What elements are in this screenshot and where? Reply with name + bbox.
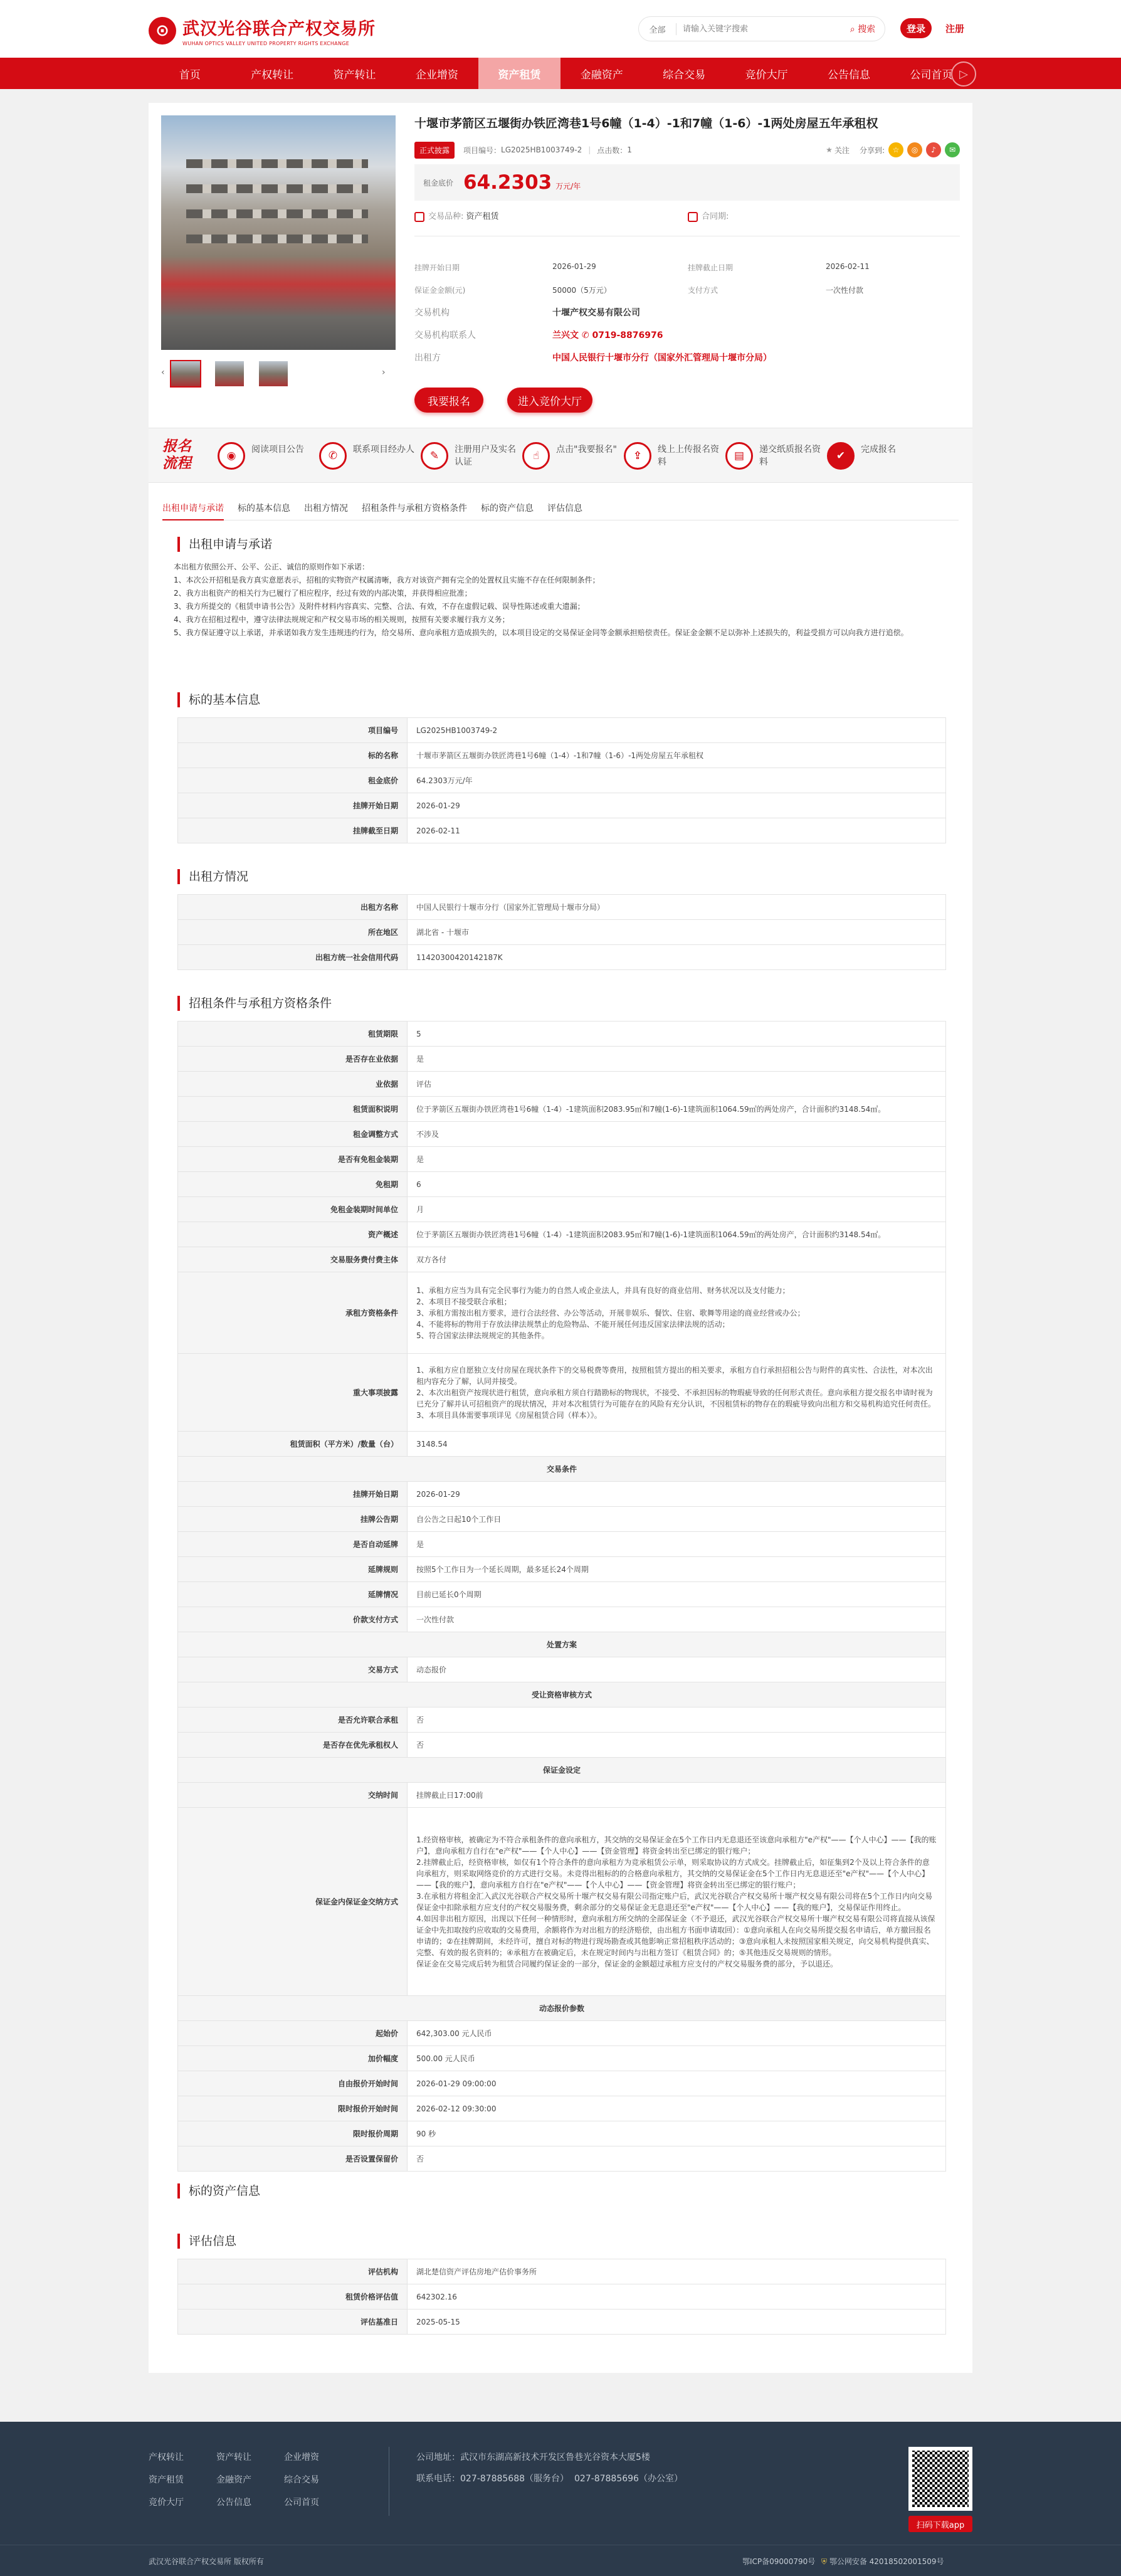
- row-value: 按照5个工作日为一个延长周期，最多延长24个周期: [408, 1557, 946, 1582]
- address-value: 武汉市东湖高新技术开发区鲁巷光谷资本大厦5楼: [460, 2452, 650, 2463]
- row-value: 湖北省 - 十堰市: [408, 920, 946, 945]
- row-key: 是否允许联合承租: [178, 1708, 408, 1733]
- listing-start-value: 2026-01-29: [552, 262, 596, 271]
- project-code-label: 项目编号：: [463, 145, 502, 155]
- table-row: [178, 1808, 946, 1996]
- login-button[interactable]: 登录: [900, 18, 932, 38]
- lessor-value: 中国人民银行十堰市分行（国家外汇管理局十堰市分局）: [552, 353, 772, 363]
- row-key: 租赁期限: [178, 1021, 408, 1047]
- row-key: 出租方统一社会信用代码: [178, 945, 408, 970]
- row-value-line: 2.挂牌截止后，经资格审核，如仅有1个符合条件的意向承租方为竞承租赁公示单，则采取协议的方式成交。挂牌截止后，如征集到2个及以上符合条件的意向承租方，则采取网络竞价的方式进行交易。未竞得出租标的的合格意向承租方，其交纳的交易保证金在5个工作日内无息退还至"e产权"——【个人中心】——【我的账户】，意向承租方自行在"e产权"——【个人中心】——【资金管理】将资金转出至已绑定的银行账户；: [416, 1857, 930, 1889]
- row-key: 评估基准日: [178, 2309, 408, 2335]
- row-key: 标的名称: [178, 743, 408, 768]
- listing-end-value: 2026-02-11: [826, 262, 870, 271]
- row-key: 是否存在优先承租权人: [178, 1733, 408, 1758]
- flow-step: [522, 441, 616, 471]
- row-value-line: 2、本项目不接受联合承租；: [416, 1297, 512, 1306]
- table-subheader: [178, 1632, 946, 1657]
- table-subheader: [178, 1457, 946, 1482]
- price-label: 租金底价: [423, 178, 454, 187]
- notice-line: 3、我方所提交的《租赁申请书公告》及附件材料内容真实、完整、合法、有效，不存在虚假记载、误导性陈述或重大遗漏；: [174, 602, 585, 611]
- flow-step: [218, 441, 312, 471]
- table-row: [178, 2146, 946, 2172]
- row-key: 免租金装期时间单位: [178, 1197, 408, 1222]
- notice-line: 1、本次公开招租是我方真实意愿表示，招租的实物资产权属清晰，我方对该资产拥有完全的处置权且实施不存在任何限制条件；: [174, 576, 600, 584]
- row-key: 限时报价开始时间: [178, 2096, 408, 2121]
- table-row: [178, 945, 946, 970]
- auction-hall-button[interactable]: 进入竞价大厅: [507, 388, 592, 413]
- subheader-label: 受让资格审核方式: [178, 1682, 946, 1708]
- row-value-line: 4、不能将标的物用于存放法律法规禁止的危险物品、不能开展任何违反国家法律法规的活动；: [416, 1319, 730, 1329]
- row-value-line: 4.如因非出租方原因，出现以下任何一种情形时，意向承租方所交纳的全部保证金（不予退还，武汉光谷联合产权交易所十堰产权交易有限公司将直接从该保证金中先扣取按约应收取的交易费用，余额将作为对出租方的经济赔偿，由出租方书面申请取回）：①意向承租人在向交易所提交报名申请后，单方撤回报名申请的；②在挂牌期间，未经许可，擅自对标的物进行现场勘查或其他影响正常招租秩序活动的；③意向承租人未按照国家相关规定，向交易机构提供真实、完整、有效的报名资料的；④承租方在被确定后，未在规定时间内与出租方签订《租赁合同》的；⑤其他违反交易规则的情形。: [416, 1914, 935, 1957]
- basic-info-table: [177, 717, 946, 843]
- subheader-label: 处置方案: [178, 1632, 946, 1657]
- footer-link[interactable]: 公司首页: [284, 2498, 319, 2508]
- footer-link[interactable]: 综合交易: [284, 2475, 319, 2485]
- flow-step-label: 注册用户及实名认证: [455, 445, 516, 467]
- contact-value: 兰兴文 ✆ 0719-8876976: [552, 330, 663, 340]
- row-key: 价款支付方式: [178, 1607, 408, 1632]
- signup-flow: [149, 428, 972, 483]
- row-value: 月: [408, 1197, 946, 1222]
- row-value: 是: [408, 1532, 946, 1557]
- price-box: [414, 164, 960, 201]
- row-value: 中国人民银行十堰市分行（国家外汇管理局十堰市分局）: [408, 895, 946, 920]
- table-row: [178, 818, 946, 843]
- row-value: 否: [408, 1708, 946, 1733]
- table-row: [178, 718, 946, 743]
- project-detail: [149, 103, 972, 2373]
- row-value: 位于茅箭区五堰街办铁匠湾巷1号6幢（1-4）-1建筑面积2083.95㎡和7幢(1-6)-1建筑面积1064.59㎡的两处房产，合计面积约3148.54㎡。: [408, 1222, 946, 1247]
- price-value: 64.2303: [463, 171, 552, 194]
- nav-item[interactable]: 金融资产: [580, 68, 623, 82]
- table-subheader: [178, 1682, 946, 1708]
- row-key: 承租方资格条件: [178, 1272, 408, 1354]
- photo-thumbnails: [161, 361, 396, 386]
- price-unit: 万元/年: [555, 181, 581, 191]
- nav-item[interactable]: 公司首页: [910, 68, 953, 82]
- row-value: [408, 1272, 946, 1354]
- register-button[interactable]: 注册: [945, 23, 964, 34]
- row-value: 一次性付款: [408, 1607, 946, 1632]
- section-title: 招租条件与承租方资格条件: [177, 996, 332, 1011]
- row-key: 是否有免租金装期: [178, 1147, 408, 1172]
- table-row: [178, 1783, 946, 1808]
- contract-label: 合同期:: [702, 212, 729, 221]
- flow-step: [725, 441, 819, 471]
- table-row: [178, 1582, 946, 1607]
- table-row: [178, 895, 946, 920]
- footer-link[interactable]: 企业增资: [284, 2452, 319, 2463]
- flow-step: [827, 441, 921, 471]
- detail-tabs: [162, 498, 959, 520]
- flow-step-icon: ✎: [421, 442, 448, 470]
- play-badge-icon[interactable]: ▷: [951, 61, 976, 87]
- footer-link[interactable]: 资产转让: [216, 2452, 251, 2463]
- row-key: 租金调整方式: [178, 1122, 408, 1147]
- signup-button[interactable]: 我要报名: [414, 388, 483, 413]
- flow-step-icon: ⇪: [624, 442, 651, 470]
- row-key: 所在地区: [178, 920, 408, 945]
- flow-step: [421, 441, 515, 471]
- notice-line: 4、我方在招租过程中，遵守法律法规规定和产权交易市场的相关规则，按照有关要求履行我方义务；: [174, 615, 510, 624]
- logo-name: 武汉光谷联合产权交易所: [182, 19, 376, 39]
- flow-step-label: 完成报名: [861, 445, 896, 455]
- search-icon: ⌕: [850, 24, 858, 34]
- table-row: [178, 1147, 946, 1172]
- section-title: 出租申请与承诺: [177, 537, 272, 552]
- app-qr-code: [908, 2447, 972, 2511]
- row-key: 免租期: [178, 1172, 408, 1197]
- subheader-label: 保证金设定: [178, 1758, 946, 1783]
- status-badge: 正式披露: [414, 142, 455, 159]
- thumbnail[interactable]: [171, 361, 200, 386]
- project-meta: 正式披露 项目编号： LG2025HB1003749-2 | 点击数： 1 ★ 关注 分享到: ☆ ◎ ♪ ✉: [414, 140, 960, 159]
- table-row: [178, 1432, 946, 1457]
- thumbnail[interactable]: [259, 361, 288, 386]
- row-value: 十堰市茅箭区五堰街办铁匠湾巷1号6幢（1-4）-1和7幢（1-6）-1两处房屋五年承租权: [408, 743, 946, 768]
- section-title: 评估信息: [177, 2234, 236, 2249]
- category-label: 交易品种:: [428, 212, 464, 221]
- row-key: 资产概述: [178, 1222, 408, 1247]
- flow-step-label: 点击"我要报名": [556, 445, 617, 455]
- conditions-table: [177, 1021, 946, 2172]
- row-key: 延牌情况: [178, 1582, 408, 1607]
- row-value: 5: [408, 1021, 946, 1047]
- row-value-line: 1、承租方应自愿独立支付房屋在现状条件下的交易税费等费用，按照租赁方提出的相关要求，承租方自行承担招租公告与附件的真实性、合法性，对本次出租内容充分了解，认同并接受。: [416, 1365, 933, 1386]
- lessor-label: 出租方: [414, 353, 441, 363]
- row-value-line: 3.在承租方将租金汇入武汉光谷联合产权交易所十堰产权交易有限公司指定账户后，武汉光谷联合产权交易所十堰产权交易有限公司将在5个工作日内向交易保证金中扣除承租方应支付的产权交易服务费，剩余部分的交易保证金无息退还至"e产权"——【个人中心】——【我的账户】，交易保证作用终止。: [416, 1891, 933, 1912]
- lessor-commitment: [174, 561, 951, 640]
- notice-line: 2、我方出租资产的相关行为已履行了相应程序，经过有效的内部决策，并获得相应批准；: [174, 589, 472, 598]
- table-row: [178, 2259, 946, 2284]
- row-value: 湖北楚信资产评估房地产估价事务所: [408, 2259, 946, 2284]
- table-row: [178, 1607, 946, 1632]
- row-value: 2026-01-29: [408, 1482, 946, 1507]
- footer-link[interactable]: 产权转让: [149, 2452, 184, 2463]
- row-key: 租赁价格评估值: [178, 2284, 408, 2309]
- row-key: 项目编号: [178, 718, 408, 743]
- table-row: [178, 1272, 946, 1354]
- row-value-line: 1.经资格审核，被确定为不符合承租条件的意向承租方，其交纳的交易保证金在5个工作日内无息退还至该意向承租方"e产权"——【个人中心】——【我的账户】，意向承租方自行在"e产权"——【个人中心】——【资金管理】将资金转出至已绑定的银行账户；: [416, 1835, 937, 1855]
- row-value: 2026-01-29: [408, 793, 946, 818]
- row-key: 自由报价开始时间: [178, 2071, 408, 2096]
- table-row: [178, 793, 946, 818]
- subheader-label: 动态报价参数: [178, 1996, 946, 2021]
- nav-item[interactable]: 企业增资: [415, 68, 458, 82]
- download-app-button[interactable]: 扫码下载app: [908, 2516, 972, 2532]
- row-value-line: 3、本项目具体需要事项详见《房屋租赁合同（样本）》。: [416, 1410, 602, 1420]
- site-footer: [0, 2422, 1121, 2576]
- row-value-line: 3、承租方需按出租方要求，进行合法经营、办公等活动，开展非娱乐、餐饮、住宿、歌舞等用途的商业经营或办公；: [416, 1308, 805, 1317]
- row-value: 2025-05-15: [408, 2309, 946, 2335]
- views-count: 1: [627, 145, 632, 154]
- weibo-share-icon[interactable]: ◎: [907, 142, 922, 157]
- footer-link[interactable]: 竞价大厅: [149, 2498, 184, 2508]
- table-row: [178, 743, 946, 768]
- row-key: 业依据: [178, 1072, 408, 1097]
- thumbnail[interactable]: [215, 361, 244, 386]
- table-row: [178, 1047, 946, 1072]
- flow-step-label: 递交纸质报名资料: [759, 445, 821, 467]
- icp-record[interactable]: 鄂ICP备09000790号: [742, 2557, 816, 2566]
- row-value: [408, 1808, 946, 1996]
- row-value-line: 5、符合国家法律法规规定的其他条件。: [416, 1331, 549, 1340]
- flow-step-icon: ▤: [725, 442, 753, 470]
- row-value: 位于茅箭区五堰街办铁匠湾巷1号6幢（1-4）-1建筑面积2083.95㎡和7幢(1-6)-1建筑面积1064.59㎡的两处房产，合计面积约3148.54㎡。: [408, 1097, 946, 1122]
- row-key: 挂牌开始日期: [178, 793, 408, 818]
- copyright: 武汉光谷联合产权交易所 版权所有: [149, 2557, 264, 2566]
- row-key: 是否设置保留价: [178, 2146, 408, 2172]
- table-row: [178, 2021, 946, 2046]
- flow-step-label: 阅读项目公告: [251, 445, 304, 455]
- police-badge-icon: ⛨: [821, 2557, 829, 2566]
- table-row: [178, 1097, 946, 1122]
- org-label: 交易机构: [414, 308, 450, 318]
- row-key: 交易服务费付费主体: [178, 1247, 408, 1272]
- flow-title: 报名流程: [162, 438, 191, 472]
- row-key: 挂牌开始日期: [178, 1482, 408, 1507]
- row-value: 6: [408, 1172, 946, 1197]
- table-row: [178, 1557, 946, 1582]
- phone-office: 027-87885696（办公室）: [574, 2474, 683, 2484]
- table-row: [178, 2046, 946, 2071]
- favorite-icon[interactable]: ★: [826, 145, 833, 154]
- row-key: 保证金内保证金交纳方式: [178, 1808, 408, 1996]
- row-key: 延牌规则: [178, 1557, 408, 1582]
- table-row: [178, 2096, 946, 2121]
- flow-step-icon: ◉: [218, 442, 245, 470]
- row-value: [408, 1354, 946, 1432]
- thumb-next-icon[interactable]: ›: [382, 367, 386, 377]
- row-key: 挂牌截至日期: [178, 818, 408, 843]
- section-title: 出租方情况: [177, 869, 248, 884]
- footer-link[interactable]: 资产租赁: [149, 2475, 184, 2485]
- org-value: 十堰产权交易有限公司: [552, 308, 640, 318]
- row-value: 2026-02-12 09:30:00: [408, 2096, 946, 2121]
- table-row: [178, 1072, 946, 1097]
- row-value: 否: [408, 1733, 946, 1758]
- category-row: [414, 209, 960, 228]
- contract-icon: [688, 212, 698, 222]
- detail-tab[interactable]: 出租申请与承诺: [162, 498, 224, 520]
- nav-item[interactable]: 资产租赁: [478, 58, 560, 89]
- row-value: 64.2303万元/年: [408, 768, 946, 793]
- deposit-label: 保证金金额(元): [414, 286, 466, 295]
- share-label: 分享到:: [859, 145, 885, 155]
- views-label: 点击数：: [597, 145, 628, 155]
- table-row: [178, 1021, 946, 1047]
- row-value: 2026-01-29 09:00:00: [408, 2071, 946, 2096]
- footer-link[interactable]: 公告信息: [216, 2498, 251, 2508]
- row-value: 是: [408, 1147, 946, 1172]
- flow-step-label: 联系项目经办人: [353, 445, 414, 455]
- detail-tab[interactable]: 出租方情况: [304, 504, 348, 514]
- nav-item[interactable]: 公告信息: [827, 68, 870, 82]
- table-row: [178, 768, 946, 793]
- section-title: 标的资产信息: [177, 2183, 260, 2199]
- category-icon: [414, 212, 424, 222]
- listing-end-label: 挂牌截止日期: [688, 263, 734, 272]
- row-key: 交易方式: [178, 1657, 408, 1682]
- row-value: 双方各付: [408, 1247, 946, 1272]
- table-row: [178, 2121, 946, 2146]
- flow-step-icon: ✆: [319, 442, 347, 470]
- row-value: 2026-02-11: [408, 818, 946, 843]
- flow-step: [624, 441, 718, 471]
- row-value: LG2025HB1003749-2: [408, 718, 946, 743]
- detail-tab[interactable]: 标的基本信息: [238, 504, 290, 514]
- row-key: 租赁面积说明: [178, 1097, 408, 1122]
- row-value: 目前已延长0个周期: [408, 1582, 946, 1607]
- flow-step: [319, 441, 413, 471]
- table-subheader: [178, 1758, 946, 1783]
- row-key: 重大事项披露: [178, 1354, 408, 1432]
- table-row: [178, 1354, 946, 1432]
- subheader-label: 交易条件: [178, 1457, 946, 1482]
- table-row: [178, 920, 946, 945]
- row-value: 不涉及: [408, 1122, 946, 1147]
- favorite-button[interactable]: 关注: [834, 145, 850, 155]
- row-value: 642,303.00 元人民币: [408, 2021, 946, 2046]
- row-value: 3148.54: [408, 1432, 946, 1457]
- row-key: 出租方名称: [178, 895, 408, 920]
- table-row: [178, 1733, 946, 1758]
- project-code: LG2025HB1003749-2: [501, 145, 582, 154]
- nav-item[interactable]: 资产转让: [333, 68, 376, 82]
- row-value: 自公告之日起10个工作日: [408, 1507, 946, 1532]
- row-key: 交纳时间: [178, 1783, 408, 1808]
- row-value-line: 1、承租方应当为具有完全民事行为能力的自然人或企业法人，并具有良好的商业信用、财务状况以及支付能力；: [416, 1285, 790, 1295]
- logo-mark-icon: ⊙: [149, 17, 176, 45]
- category-value: 资产租赁: [466, 212, 499, 221]
- row-key: 挂牌公告期: [178, 1507, 408, 1532]
- table-row: [178, 1172, 946, 1197]
- thumb-prev-icon[interactable]: ‹: [161, 367, 165, 377]
- search-button[interactable]: [841, 23, 885, 35]
- table-row: [178, 1222, 946, 1247]
- row-value-line: 保证金在交易完成后转为租赁合同履约保证金的一部分，保证金的金额超过承租方应支付的产权交易服务费的部分，予以退还。: [416, 1959, 838, 1968]
- table-row: [178, 1708, 946, 1733]
- table-row: [178, 1122, 946, 1147]
- row-value: 挂牌截止日17:00前: [408, 1783, 946, 1808]
- flow-step-label: 线上上传报名资料: [658, 445, 719, 467]
- detail-tab[interactable]: 标的资产信息: [481, 504, 534, 514]
- table-row: [178, 1247, 946, 1272]
- table-subheader: [178, 1996, 946, 2021]
- row-key: 租金底价: [178, 768, 408, 793]
- row-key: 是否自动延牌: [178, 1532, 408, 1557]
- table-row: [178, 2284, 946, 2309]
- phone-service: 027-87885688（服务台）: [460, 2474, 569, 2484]
- row-value-line: 2、本次出租资产按现状进行租赁，意向承租方须自行踏勘标的物现状，不接受、不承担因标的物瑕疵导致的任何形式责任。意向承租方提交报名申请时视为已充分了解并认可招租资产的现状情况，并对本次租赁行为可能存在的风险有充分认识，不因租赁标的物存在的瑕疵导致向出租方和交易机构追究任何责任。: [416, 1388, 936, 1408]
- row-value: 评估: [408, 1072, 946, 1097]
- detail-tab[interactable]: 招租条件与承租方资格条件: [362, 504, 467, 514]
- table-row: [178, 1482, 946, 1507]
- detail-tab[interactable]: 评估信息: [547, 504, 582, 514]
- row-value: 11420300420142187K: [408, 945, 946, 970]
- qzone-share-icon[interactable]: ☆: [888, 142, 903, 157]
- flow-step-icon: ✔: [827, 442, 855, 470]
- site-header: [0, 0, 1121, 58]
- row-key: 是否存在业依据: [178, 1047, 408, 1072]
- project-title: 十堰市茅箭区五堰街办铁匠湾巷1号6幢（1-4）-1和7幢（1-6）-1两处房屋五年承租权: [414, 117, 878, 130]
- table-row: [178, 1532, 946, 1557]
- search-bar: [638, 16, 885, 41]
- logo-english: WUHAN OPTICS VALLEY UNITED PROPERTY RIGHTS EXCHANGE: [182, 41, 350, 46]
- row-key: 加价幅度: [178, 2046, 408, 2071]
- nav-item[interactable]: 首页: [179, 68, 201, 82]
- row-key: 限时报价周期: [178, 2121, 408, 2146]
- nav-item[interactable]: 产权转让: [251, 68, 294, 82]
- project-photo[interactable]: [161, 115, 396, 350]
- tencent-share-icon[interactable]: ♪: [926, 142, 941, 157]
- flow-step-icon: ☝: [522, 442, 550, 470]
- search-input[interactable]: [676, 24, 841, 34]
- address-label: 公司地址：: [416, 2452, 460, 2463]
- row-key: 评估机构: [178, 2259, 408, 2284]
- notice-line: 5、我方保证遵守以上承诺，并承诺如我方发生违规违约行为，给交易所、意向承租方造成损失的，以本项目设定的交易保证金同等金额承担赔偿责任。保证金金额不足以弥补上述损失的，利益受损方可以向我方进行追偿。: [174, 628, 908, 637]
- row-value: 是: [408, 1047, 946, 1072]
- table-row: [178, 1197, 946, 1222]
- nav-item[interactable]: 综合交易: [663, 68, 706, 82]
- payment-value: 一次性付款: [826, 286, 864, 295]
- contact-label: 交易机构联系人: [414, 330, 476, 340]
- footer-link[interactable]: 金融资产: [216, 2475, 251, 2485]
- row-value: 90 秒: [408, 2121, 946, 2146]
- police-record[interactable]: 鄂公网安备 42018502001509号: [829, 2557, 944, 2566]
- listing-start-label: 挂牌开始日期: [414, 263, 460, 272]
- lessor-info-table: [177, 894, 946, 970]
- row-value: 642302.16: [408, 2284, 946, 2309]
- payment-label: 支付方式: [688, 286, 718, 295]
- table-row: [178, 2071, 946, 2096]
- evaluation-table: [177, 2259, 946, 2335]
- row-value: 动态报价: [408, 1657, 946, 1682]
- table-row: [178, 2309, 946, 2335]
- row-value: 否: [408, 2146, 946, 2172]
- main-nav: [0, 58, 1121, 89]
- phone-label: 联系电话：: [416, 2474, 460, 2484]
- site-logo[interactable]: [149, 15, 376, 46]
- deposit-value: 50000（5万元）: [552, 286, 611, 295]
- nav-item[interactable]: 竞价大厅: [745, 68, 788, 82]
- row-key: 租赁面积（平方米）/数量（台）: [178, 1432, 408, 1457]
- section-title: 标的基本信息: [177, 692, 260, 707]
- row-value: 500.00 元人民币: [408, 2046, 946, 2071]
- search-button-label: 搜索: [858, 24, 876, 34]
- row-key: 起始价: [178, 2021, 408, 2046]
- table-row: [178, 1507, 946, 1532]
- notice-line: 本出租方依照公开、公平、公正、诚信的原则作如下承诺：: [174, 562, 370, 571]
- table-row: [178, 1657, 946, 1682]
- wechat-share-icon[interactable]: ✉: [945, 142, 960, 157]
- search-scope-select[interactable]: 全部: [639, 23, 676, 35]
